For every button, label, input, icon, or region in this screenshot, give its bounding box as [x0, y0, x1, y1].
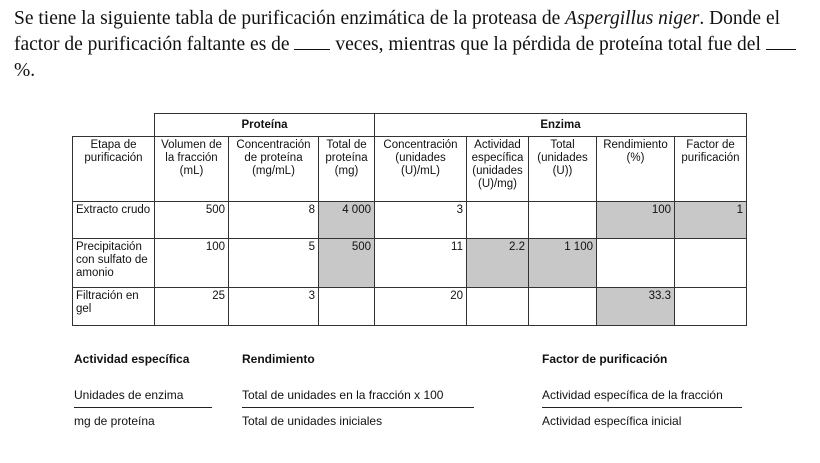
formulas-section: [72, 352, 762, 442]
formula-yield: [242, 352, 474, 428]
cell-total-protein: [319, 288, 375, 326]
formula-title: Actividad específica: [74, 352, 190, 366]
group-header-row: [73, 114, 747, 137]
cell-total-protein: 4 000: [319, 202, 375, 239]
cell-specific-activity: [467, 288, 529, 326]
table-row: [73, 202, 747, 239]
cell-purification-factor: [675, 239, 747, 288]
col-header-stage: Etapa de purificación: [73, 137, 155, 202]
cell-specific-activity: 2.2: [467, 239, 529, 288]
question-part-1: Se tiene la siguiente tabla de purificación enzimática de la proteasa de: [14, 8, 566, 29]
formula-title: Rendimiento: [242, 352, 315, 366]
cell-protein-conc: 8: [229, 202, 319, 239]
table-row: [73, 239, 747, 288]
cell-yield: 33.3: [597, 288, 675, 326]
cell-volume: 500: [155, 202, 229, 239]
col-header-total-units: Total (unidades (U)): [529, 137, 597, 202]
cell-purification-factor: [675, 288, 747, 326]
formula-title: Factor de purificación: [542, 352, 668, 366]
cell-yield: 100: [597, 202, 675, 239]
col-header-yield: Rendimiento (%): [597, 137, 675, 202]
cell-total-units: [529, 288, 597, 326]
cell-units-conc: 11: [375, 239, 467, 288]
formula-numerator: Unidades de enzima: [74, 388, 212, 408]
formula-specific-activity: [74, 352, 212, 428]
formula-denominator: Total de unidades iniciales: [242, 414, 383, 428]
col-header-total-protein: Total de proteína (mg): [319, 137, 375, 202]
formula-numerator: Total de unidades en la fracción x 100: [242, 388, 474, 408]
cell-stage: Filtración en gel: [73, 288, 155, 326]
organism-name: Aspergillus niger: [565, 8, 700, 29]
cell-specific-activity: [467, 202, 529, 239]
question-part-4: %.: [14, 60, 36, 81]
cell-purification-factor: 1: [675, 202, 747, 239]
col-header-specific-activity: Actividad específica (unidades (U)/mg): [467, 137, 529, 202]
protein-group-header: Proteína: [155, 114, 375, 137]
cell-total-protein: 500: [319, 239, 375, 288]
enzyme-group-header: Enzima: [375, 114, 747, 137]
cell-units-conc: 3: [375, 202, 467, 239]
cell-volume: 25: [155, 288, 229, 326]
col-header-units-conc: Concentración (unidades (U)/mL): [375, 137, 467, 202]
cell-units-conc: 20: [375, 288, 467, 326]
cell-stage: Extracto crudo: [73, 202, 155, 239]
question-text: [14, 6, 814, 84]
cell-yield: [597, 239, 675, 288]
cell-volume: 100: [155, 239, 229, 288]
formula-numerator: Actividad específica de la fracción: [542, 388, 742, 408]
table-row: [73, 288, 747, 326]
col-header-volume: Volumen de la fracción (mL): [155, 137, 229, 202]
answer-blank-loss[interactable]: [766, 35, 796, 50]
formula-denominator: Actividad específica inicial: [542, 414, 682, 428]
cell-protein-conc: 3: [229, 288, 319, 326]
col-header-protein-conc: Concentración de proteína (mg/mL): [229, 137, 319, 202]
column-header-row: [73, 137, 747, 202]
formula-purification-factor: [542, 352, 742, 428]
cell-protein-conc: 5: [229, 239, 319, 288]
question-part-2: . Donde el factor de purificación faltante es de: [14, 8, 781, 55]
answer-blank-factor[interactable]: [294, 35, 330, 50]
cell-total-units: 1 100: [529, 239, 597, 288]
question-part-3: veces, mientras que la pérdida de proteína total fue del: [330, 34, 766, 55]
formula-denominator: mg de proteína: [74, 414, 155, 428]
cell-stage: Precipitación con sulfato de amonio: [73, 239, 155, 288]
empty-corner: [73, 114, 155, 137]
col-header-purification-factor: Factor de purificación: [675, 137, 747, 202]
cell-total-units: [529, 202, 597, 239]
purification-table: [72, 113, 747, 326]
